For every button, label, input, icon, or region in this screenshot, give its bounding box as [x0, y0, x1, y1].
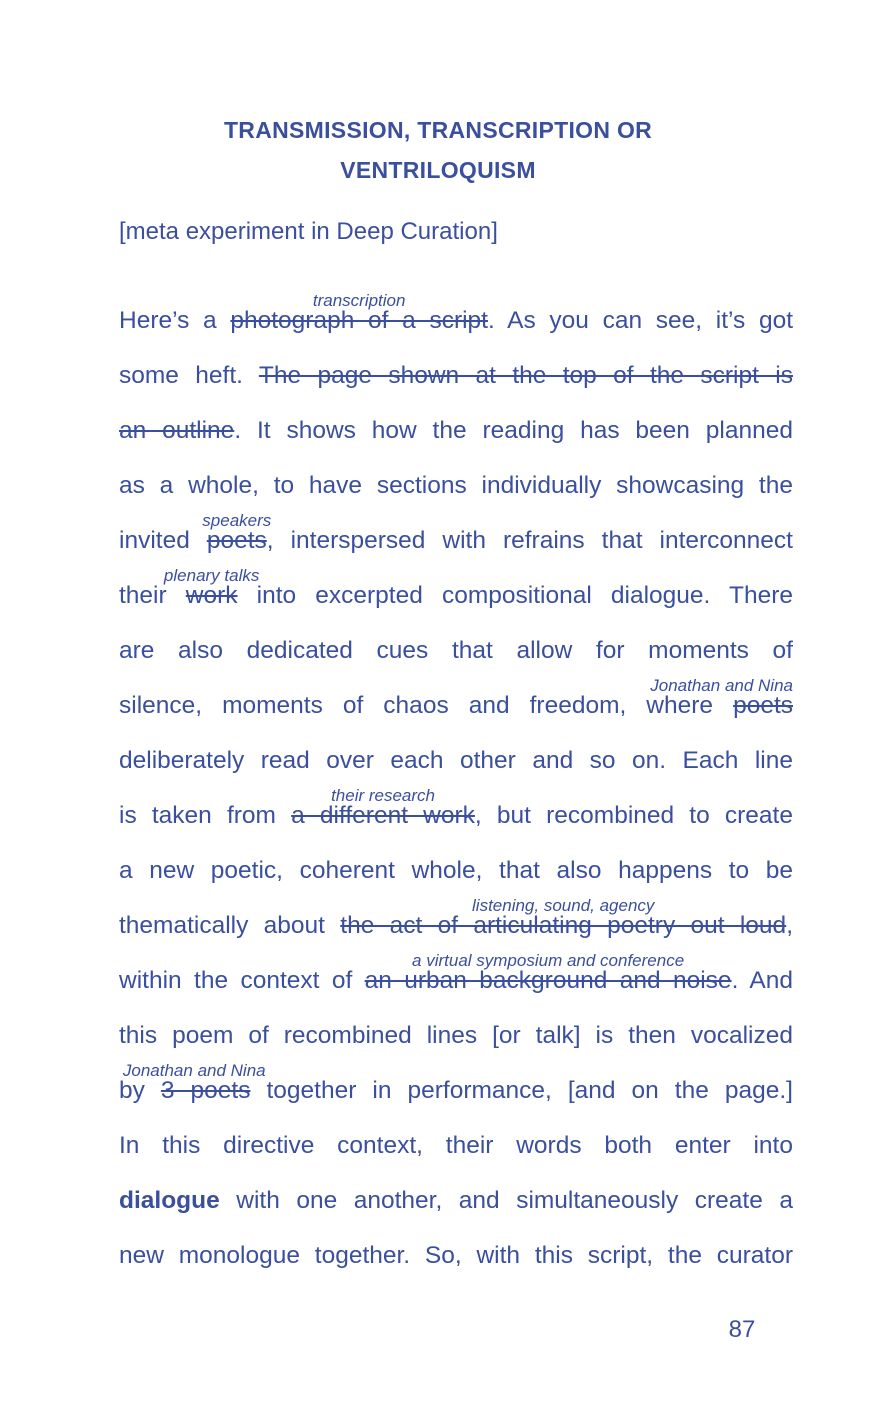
text-line: [119, 786, 793, 849]
text-segment: invited: [119, 527, 207, 554]
text-segment: is taken from: [119, 802, 292, 829]
struck-text: 3 poets Jonathan and Nina: [122, 1061, 266, 1104]
text-segment: their: [119, 582, 186, 609]
text-segment: silence, moments of chaos and freedom, where: [119, 692, 734, 719]
handwritten-correction: Jonathan and Nina: [650, 676, 793, 695]
text-line: [119, 409, 793, 464]
struck-text: an urban background and noise a virtual symposium and conference: [364, 951, 732, 994]
text-segment: thematically about: [119, 912, 341, 939]
chapter-subtitle: [meta experiment in Deep Curation]: [119, 218, 498, 245]
chapter-title: [0, 110, 876, 190]
chapter-title-line-2: VENTRILOQUISM: [340, 157, 536, 183]
text-line: a new poetic, coherent whole, that also happens to be: [119, 857, 793, 884]
text-line: this poem of recombined lines [or talk] is then vocalized: [119, 1022, 793, 1049]
handwritten-correction: speakers: [202, 511, 272, 530]
struck-text: a different work their research: [291, 786, 475, 829]
text-segment: into excerpted compositional dialogue. There: [237, 582, 794, 609]
page-number: 87: [728, 1316, 756, 1343]
text-segment: together in performance, [and on the page.]: [250, 1077, 793, 1104]
text-line: [119, 291, 794, 354]
struck-text: an outline: [119, 417, 235, 444]
text-segment: Here’s a: [119, 307, 231, 334]
struck-text: poets Jonathan and Nina: [650, 676, 793, 719]
text-segment: . It shows how the reading has been planned: [234, 417, 793, 444]
handwritten-correction: a virtual symposium and conference: [412, 951, 685, 970]
text-line: new monologue together. So, with this script, the curator: [119, 1242, 793, 1269]
text-line: In this directive context, their words both enter into: [119, 1132, 793, 1159]
text-line: [119, 566, 794, 629]
text-line: [119, 951, 793, 1014]
struck-text: poets speakers: [202, 511, 272, 554]
text-segment: , but recombined to create: [474, 802, 793, 829]
text-segment: . And: [731, 967, 793, 994]
text-line: [119, 676, 793, 739]
body-text: [119, 291, 794, 1289]
struck-text: the act of articulating poetry out loud listening, sound, agency: [340, 896, 787, 939]
handwritten-correction: plenary talks: [163, 566, 260, 585]
text-line: [119, 1061, 793, 1124]
struck-text: photograph of a script transcription: [230, 291, 488, 334]
struck-text: The page shown at the top of the script is: [258, 362, 793, 389]
text-segment: , interspersed with refrains that interconnect: [266, 527, 793, 554]
text-segment: within the context of: [119, 967, 365, 994]
handwritten-correction: listening, sound, agency: [472, 896, 655, 915]
chapter-title-line-1: TRANSMISSION, TRANSCRIPTION OR: [223, 117, 653, 143]
text-line: as a whole, to have sections individually showcasing the: [119, 472, 793, 499]
handwritten-correction: Jonathan and Nina: [122, 1061, 266, 1080]
text-segment: by: [119, 1077, 161, 1104]
text-line: are also dedicated cues that allow for moments of: [119, 637, 793, 664]
text-segment: . As you can see, it’s got: [487, 307, 794, 334]
handwritten-correction: their research: [331, 786, 435, 805]
text-line: deliberately read over each other and so on. Each line: [119, 747, 793, 774]
text-line: [119, 354, 793, 409]
text-line: [119, 1179, 793, 1234]
text-segment: some heft.: [119, 362, 259, 389]
text-segment: with one another, and simultaneously create a: [219, 1187, 793, 1214]
bold-term: dialogue: [119, 1187, 220, 1214]
handwritten-correction: transcription: [312, 291, 406, 310]
struck-text: work plenary talks: [163, 566, 260, 609]
text-segment: ,: [786, 912, 793, 939]
